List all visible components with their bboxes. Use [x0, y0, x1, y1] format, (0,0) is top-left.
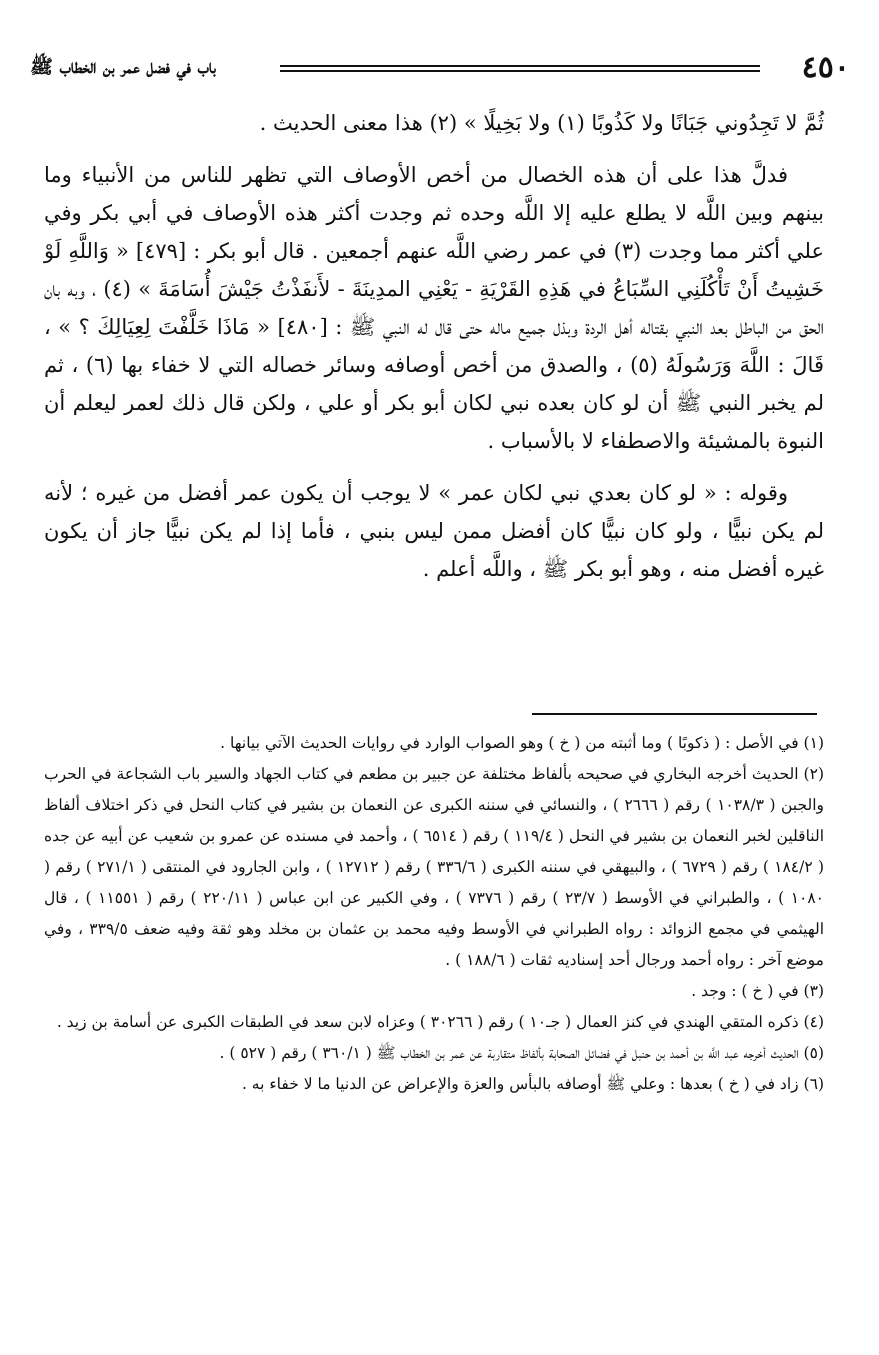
page-number: ٤٥٠ — [801, 50, 850, 85]
page-header — [30, 48, 850, 88]
footnotes — [44, 728, 824, 1100]
paragraph: ثُمَّ لا تَجِدُوني جَبَانًا ولا كَذُوبًا (١) ولا بَخِيلًا » (٢) هذا معنى الحديث . — [259, 111, 824, 135]
header-rule — [280, 65, 760, 72]
chapter-title: باب في فضل عمر بن الخطاب ﷺ — [30, 56, 216, 78]
main-text — [44, 104, 824, 602]
footnote: (٦) زاد في ( خ ) بعدها : وعلي ﷺ أوصافه بالبأس والعزة والإعراض عن الدنيا ما لا خفاء به . — [241, 1075, 824, 1093]
footnote: (٣) في ( خ ) : وجد . — [691, 982, 824, 1000]
footnote-divider — [532, 713, 817, 715]
paragraph: فدلَّ هذا على أن هذه الخصال من أخص الأوصاف التي تظهر للناس من الأنبياء وما بينهم وبين اللَّه لا يطلع عليه إلا اللَّه وحده ثم وجدت أكثر هذه الأوصاف في أبي بكر وفي علي أكثر مما وجدت (٣) في عمر رضي اللَّه عنهم أجمعين . قال أبو بكر : [٤٧٩] « وَاللَّهِ لَوْ خَشِيتُ أَنْ تَأْكُلَنِي السِّبَاعُ في هَذِهِ القَرْيَةِ - يَعْنِي المدِينَةَ - لأَنفَذْتُ جَيْشَ أُسَامَةَ » (٤) ، وبه بان الحق من الباطل بعد النبي بقتاله أهل الردة وبذل جميع ماله حتى قال له النبي ﷺ : [٤٨٠] « مَاذَا خَلَّفْتَ لِعِيَالِكَ ؟ » ، قَالَ : اللَّهَ وَرَسُولَهُ (٥) ، والصدق من أخص أوصافه وسائر خصاله التي لا خفاء بها (٦) ، ثم لم يخبر النبي ﷺ أن لو كان بعده نبي لكان أبو بكر أو علي ، ولكن قال ذلك لعمر ليعلم أن النبوة بالمشيئة والاصطفاء لا بالأسباب . — [44, 163, 825, 453]
footnote: (١) في الأصل : ( ذكوبًا ) وما أثبته من ( خ ) وهو الصواب الوارد في روايات الحديث الآتي بيانها . — [220, 734, 824, 752]
footnote: (٥) الحديث أخرجه عبد اللَّه بن أحمد بن حنبل في فضائل الصحابة بألفاظ متقاربة عن عمر بن الخطاب ﷺ ( ٣٦٠/١ ) رقم ( ٥٢٧ ) . — [219, 1044, 824, 1062]
paragraph: وقوله : « لو كان بعدي نبي لكان عمر » لا يوجب أن يكون عمر أفضل من غيره ؛ لأنه لم يكن نبيًّا ، ولو كان نبيًّا كان أفضل ممن ليس بنبي ، فأما إذا لم يكن نبيًّا جاز أن يكون غيره أفضل منه ، وهو أبو بكر ﷺ ، واللَّه أعلم . — [44, 481, 824, 581]
footnote: (٢) الحديث أخرجه البخاري في صحيحه بألفاظ مختلفة عن جبير بن مطعم في كتاب الجهاد والسير باب الشجاعة في الحرب والجبن ( ١٠٣٨/٣ ) رقم ( ٢٦٦٦ ) ، والنسائي في سننه الكبرى عن النعمان بن بشير في كتاب النحل في ذكر اختلاف ألفاظ الناقلين لخبر النعمان بن بشير في النحل ( ١١٩/٤ ) رقم ( ٦٥١٤ ) ، وأحمد في مسنده عن عمرو بن شعيب عن أبيه عن جده ( ١٨٤/٢ ) رقم ( ٦٧٢٩ ) ، والبيهقي في سننه الكبرى ( ٣٣٦/٦ ) رقم ( ١٢٧١٢ ) ، وابن الجارود في المنتقى ( ٢٧١/١ ) رقم ( ١٠٨٠ ) ، والطبراني في الأوسط ( ٢٣/٧ ) رقم ( ٧٣٧٦ ) ، وفي الكبير عن ابن عباس ( ٢٢٠/١١ ) رقم ( ١١٥٥١ ) ، قال الهيثمي في مجمع الزوائد : رواه الطبراني في الأوسط وفيه محمد بن عثمان بن مخلد وهو ثقة وفيه ضعف ٣٣٩/٥ ، وفي موضع آخر : رواه أحمد ورجال أحد إسناديه ثقات ( ١٨٨/٦ ) . — [44, 765, 825, 969]
footnote: (٤) ذكره المتقي الهندي في كنز العمال ( جـ١٠ ) رقم ( ٣٠٢٦٦ ) وعزاه لابن سعد في الطبقات الكبرى عن أسامة بن زيد . — [56, 1013, 824, 1031]
